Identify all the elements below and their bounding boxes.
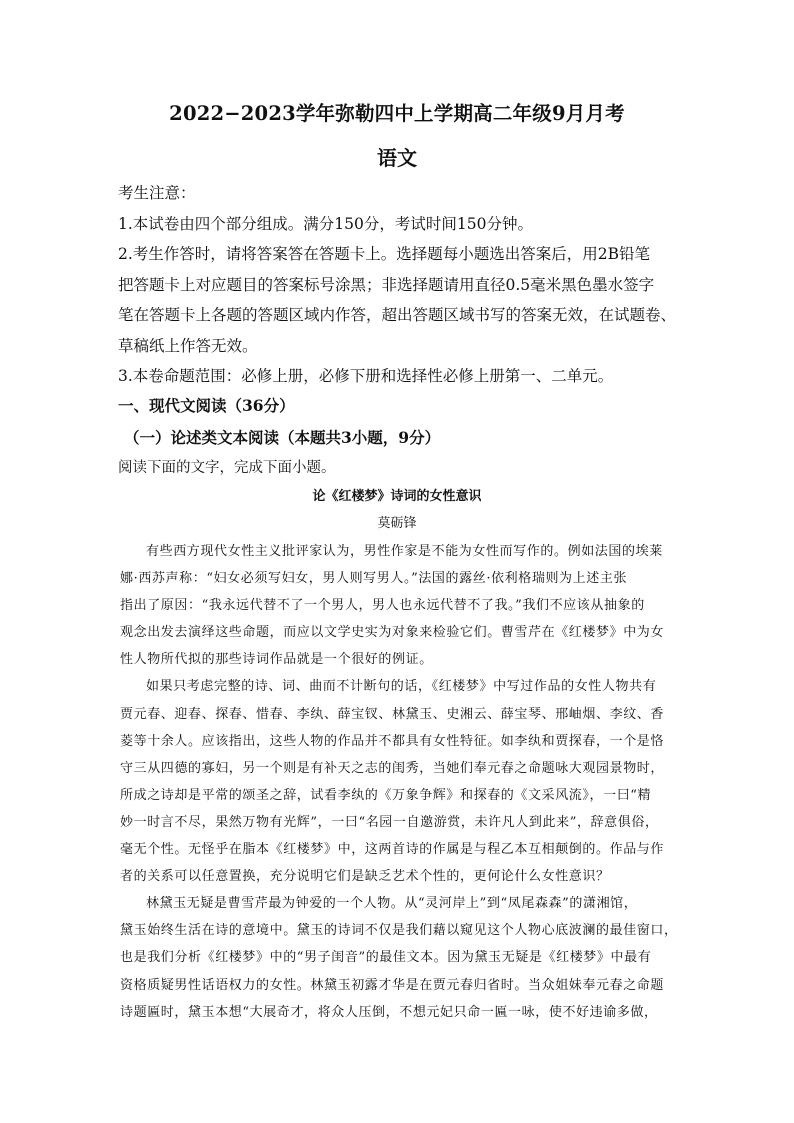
article-line: 贾元春、迎春、探春、惜春、李纨、薛宝钗、林黛玉、史湘云、薛宝琴、邢岫烟、李纹、香 — [120, 706, 665, 722]
article-line: 黛玉始终生活在诗的意境中。黛玉的诗词不仅是我们藉以窥见这个人物心底波澜的最佳窗口， — [120, 923, 678, 939]
notes-line: 3.本卷命题范围：必修上册，必修下册和选择性必修上册第一、二单元。 — [118, 367, 614, 385]
article-line: 有些西方现代女性主义批评家认为，男性作家是不能为女性而写作的。例如法国的埃莱 — [146, 544, 663, 559]
article-line: 者的关系可以任意置换，充分说明它们是缺乏艺术个性的，更何论什么女性意识？ — [120, 869, 610, 885]
article-author: 莫砺锋 — [377, 516, 417, 531]
notes-line: 2.考生作答时，请将答案答在答题卡上。选择题每小题选出答案后，用2B铅笔 — [118, 245, 651, 263]
article-line: 如果只考虑完整的诗、词、曲而不计断句的话，《红楼梦》中写过作品的女性人物共有 — [146, 679, 657, 695]
notes-heading: 考生注意： — [118, 184, 196, 202]
article-line: 指出了原因：“我永远代替不了一个男人，男人也永远代替不了我。”我们不应该从抽象的 — [120, 598, 645, 614]
article-body — [120, 538, 682, 1026]
article-line: 观念出发去演绎这些命题，而应以文学史实为对象来检验它们。曹雪芹在《红楼梦》中为女 — [120, 625, 665, 641]
article-line: 资格质疑男性话语权力的女性。林黛玉初露才华是在贾元春归省时。当众姐妹奉元春之命题 — [120, 977, 665, 993]
exam-title: 2022−2023学年弥勒四中上学期高二年级9月月考 — [169, 102, 625, 125]
article-line: 妙一时言不尽，果然万物有光辉”，一曰“名园一自邀游赏，未许凡人到此来”，辞意俱俗， — [120, 814, 659, 830]
notes-line: 1.本试卷由四个部分组成。满分150分，考试时间150分钟。 — [118, 214, 533, 233]
article-line: 所成之诗却是平常的颂圣之辞，试看李纨的《万象争辉》和探春的《文采风流》，一曰“精 — [120, 787, 652, 803]
notes-line: 把答题卡上对应题目的答案标号涂黑；非选择题请用直径0.5毫米黑色墨水签字 — [118, 275, 655, 294]
section-heading: 一、现代文阅读（36分） — [118, 396, 295, 415]
article-line: 性人物所代拟的那些诗词作品就是一个很好的例证。 — [120, 652, 433, 668]
candidate-notes — [118, 178, 678, 392]
notes-line: 笔在答题卡上各题的答题区域内作答，超出答题区域书写的答案无效，在试题卷、 — [118, 306, 677, 324]
article-line: 也是我们分析《红楼梦》中的“男子闺音”的最佳文本。因为黛玉无疑是《红楼梦》中最有 — [120, 950, 652, 966]
article-line: 毫无个性。无怪乎在脂本《红楼梦》中，这两首诗的作属是与程乙本互相颠倒的。作品与作 — [120, 842, 665, 858]
reading-instruction: 阅读下面的文字，完成下面小题。 — [118, 460, 336, 476]
article-line: 林黛玉无疑是曹雪芹最为钟爱的一个人物。从“灵河岸上”到“凤尾森森”的潇湘馆， — [146, 896, 638, 912]
article-line: 诗题匾时，黛玉本想“大展奇才，将众人压倒，不想元妃只命一匾一咏，使不好违谕多做， — [120, 1004, 658, 1020]
article-line: 守三从四德的寡妇，另一个则是有补天之志的闺秀，当她们奉元春之命题咏大观园景物时， — [120, 760, 665, 776]
article-line: 娜·西苏声称：“妇女必须写妇女，男人则写男人。”法国的露丝·依利格瑞则为上述主张 — [120, 571, 628, 587]
notes-line: 草稿纸上作答无效。 — [118, 336, 258, 355]
article-line: 菱等十余人。应该指出，这些人物的作品并不都具有女性特征。如李纨和贾探春，一个是恪 — [120, 733, 665, 749]
subject-title: 语文 — [377, 146, 417, 170]
article-title: 论《红楼梦》诗词的女性意识 — [312, 489, 482, 504]
subsection-heading: （一）论述类文本阅读（本题共3小题，9分） — [124, 428, 441, 447]
